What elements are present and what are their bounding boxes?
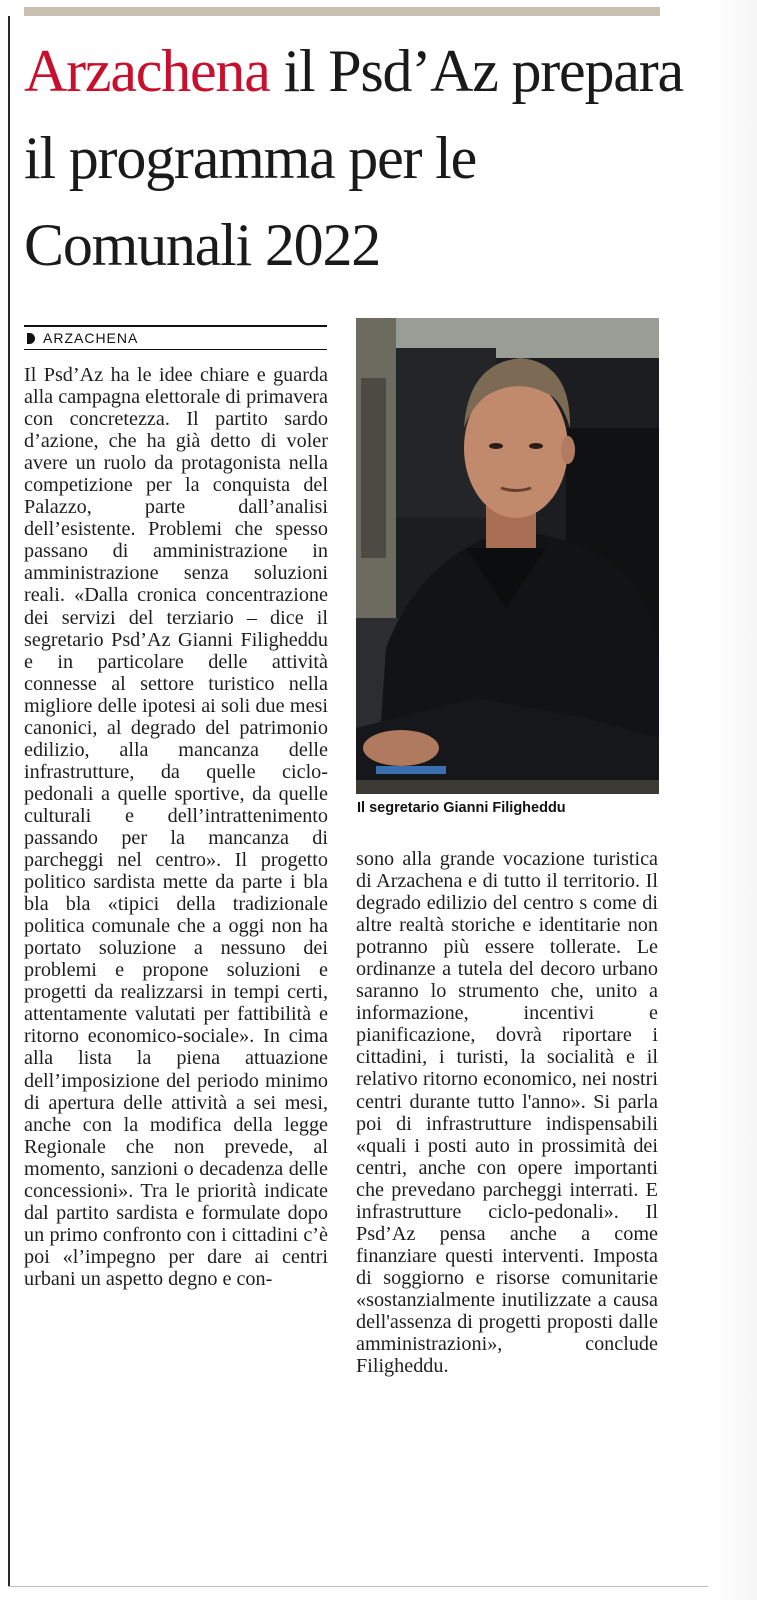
section-kicker xyxy=(24,325,327,350)
page-edge-shadow xyxy=(710,0,757,1600)
left-column-rule xyxy=(8,16,10,1586)
top-color-bar xyxy=(24,7,660,16)
kicker-label: ARZACHENA xyxy=(43,330,139,346)
headline xyxy=(24,28,684,289)
headline-location: Arzachena xyxy=(24,38,270,104)
portrait-photo xyxy=(356,318,659,794)
article-column-1: Il Psd’Az ha le idee chiare e guarda alla campagna elettorale di primavera con concretezza. Il partito sardo d’azione, che ha già detto di voler avere un ruolo da protagonista nella competizione per la conquista del Palazzo, parte dall’analisi dell’esistente. Problemi che spesso passano di amministrazione in amministrazione senza soluzioni reali. «Dalla cronica concentrazione dei servizi del terziario – dice il segretario Psd’Az Gianni Filigheddu e in particolare delle attività connesse al settore turistico nella migliore delle ipotesi ai soli due mesi canonici, al degrado del patrimonio edilizio, alla mancanza delle infrastrutture, da quelle ciclo-pedonali a quelle sportive, da quelle culturali e dell’intrattenimento passando per la mancanza di parcheggi nel centro». Il progetto politico sardista mette da parte i bla bla bla «tipici della tradizionale politica comunale che a oggi non ha portato soluzione a nessuno dei problemi e propone soluzioni e progetti da realizzarsi in tempi certi, attentamente valutati per fattibilità e ritorno economico-sociale». In cima alla lista la piena attuazione dell’imposizione del periodo minimo di apertura delle attività a sei mesi, anche con la modifica della legge Regionale che non prevede, al momento, sanzioni o decadenza delle concessioni». Tra le priorità indicate dal partito sardista e formulate dopo un primo confronto con i cittadini c’è poi «l’impegno per dare ai centri urbani un aspetto degno e con- xyxy=(24,364,328,1290)
bottom-rule xyxy=(8,1586,708,1587)
headline-text: il Psd’Az prepara il programma per le Comunali 2022 xyxy=(24,38,683,278)
photo-caption: Il segretario Gianni Filigheddu xyxy=(357,800,566,816)
kicker-marker-icon xyxy=(27,333,37,344)
article-column-2: sono alla grande vocazione turistica di Arzachena e di tutto il territorio. Il degrado edilizio del centro s come di altre realtà storiche e identitarie non potranno più essere tollerate. Le ordinanze a tutela del decoro urbano saranno lo strumento che, unito a informazione, incentivi e pianificazione, dovrà riportare i cittadini, i turisti, la socialità e il relativo ritorno economico, nei nostri centri durante tutto l'anno». Si parla poi di infrastrutture indispensabili «quali i posti auto in prossimità dei centri, anche con opere importanti che prevedano parcheggi interrati. E infrastrutture ciclo-pedonali». Il Psd’Az pensa anche a come finanziare questi interventi. Imposta di soggiorno e risorse comunitarie «sostanzialmente inutilizzate a causa dell'assenza di progetti proposti dalle amministrazioni», conclude Filigheddu. xyxy=(356,848,658,1378)
